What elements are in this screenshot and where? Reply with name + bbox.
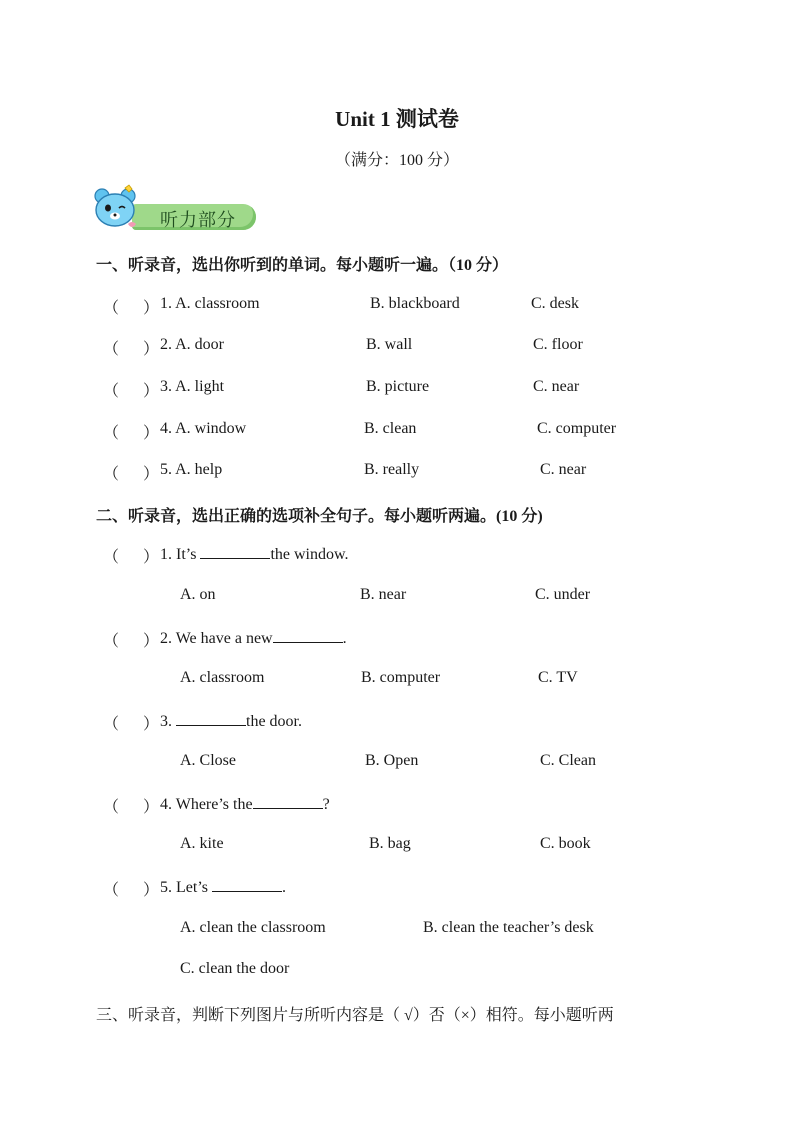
option-c: C. clean the door: [180, 960, 290, 977]
section1-item: [0, 420, 794, 444]
option-a: 4. A. window: [160, 420, 247, 437]
stem-post: .: [282, 879, 286, 896]
score-note: （满分：100 分）: [334, 152, 459, 169]
answer-paren-right: ）: [143, 549, 160, 566]
answer-paren-right: ）: [143, 716, 160, 733]
section2-question: [0, 628, 794, 652]
answer-paren-left: （: [103, 882, 120, 899]
option-b: B. Open: [365, 752, 419, 769]
option-c: C. computer: [537, 420, 617, 437]
stem-post: ?: [322, 796, 330, 813]
question-stem: [160, 711, 302, 731]
section2-options: [0, 586, 794, 610]
section2-question: [0, 711, 794, 735]
option-b: B. picture: [366, 378, 430, 395]
section2-options: [0, 752, 794, 776]
question-stem: [160, 628, 347, 648]
option-c: C. desk: [531, 295, 579, 312]
option-a: 5. A. help: [160, 461, 223, 478]
section2-options: [0, 960, 794, 984]
option-b: B. wall: [366, 336, 413, 353]
section2-question: [0, 544, 794, 568]
option-a: A. Close: [180, 752, 236, 769]
answer-paren-right: ）: [143, 633, 160, 650]
answer-paren-right: ）: [143, 425, 160, 442]
option-b: B. bag: [369, 835, 411, 852]
option-a: A. on: [180, 586, 216, 603]
answer-paren-right: ）: [143, 799, 160, 816]
option-a: A. classroom: [180, 669, 265, 686]
question-stem: [160, 794, 330, 814]
option-c: C. TV: [538, 669, 578, 686]
stem-post: .: [342, 630, 347, 647]
section2-options: [0, 919, 794, 943]
option-a: 3. A. light: [160, 378, 225, 395]
option-c: C. near: [540, 461, 587, 478]
section2-question: [0, 877, 794, 901]
section2-heading: 二、听录音，选出正确的选项补全句子。每小题听两遍。(10 分): [96, 508, 543, 525]
answer-paren-right: ）: [143, 383, 160, 400]
option-c: C. Clean: [540, 752, 596, 769]
question-stem: [160, 877, 286, 897]
answer-paren-left: （: [103, 383, 120, 400]
badge-label: 听力部分: [160, 210, 236, 231]
answer-paren-right: ）: [143, 466, 160, 483]
option-b: B. clean the teacher’s desk: [423, 919, 594, 936]
answer-paren-left: （: [103, 425, 120, 442]
answer-paren-left: （: [103, 549, 120, 566]
option-c: C. near: [533, 378, 580, 395]
section1-item: [0, 378, 794, 402]
section2-options: [0, 835, 794, 859]
answer-paren-left: （: [103, 341, 120, 358]
stem-pre: 1. It’s: [160, 546, 201, 563]
section1-item: [0, 295, 794, 319]
answer-paren-left: （: [103, 466, 120, 483]
question-stem: [160, 544, 349, 564]
listening-badge: [92, 184, 267, 234]
page-title: Unit 1 测试卷: [335, 107, 459, 131]
answer-blank: [273, 628, 343, 643]
answer-blank: [253, 794, 323, 809]
option-c: C. under: [535, 586, 591, 603]
option-a: 2. A. door: [160, 336, 224, 353]
section3-heading: 三、听录音，判断下列图片与所听内容是（ √）否（×）相符。每小题听两: [96, 1007, 614, 1024]
option-b: B. really: [364, 461, 420, 478]
option-b: B. computer: [361, 669, 441, 686]
answer-paren-right: ）: [143, 341, 160, 358]
option-a: 1. A. classroom: [160, 295, 260, 312]
option-c: C. book: [540, 835, 591, 852]
answer-paren-right: ）: [143, 882, 160, 899]
section2-options: [0, 669, 794, 693]
stem-pre: 5. Let’s: [160, 879, 212, 896]
answer-paren-left: （: [103, 633, 120, 650]
option-b: B. blackboard: [370, 295, 460, 312]
answer-blank: [200, 544, 270, 559]
stem-pre: 3.: [160, 713, 176, 730]
answer-paren-right: ）: [143, 300, 160, 317]
option-b: B. near: [360, 586, 407, 603]
stem-post: the window.: [270, 546, 349, 563]
option-a: A. clean the classroom: [180, 919, 326, 936]
option-a: A. kite: [180, 835, 224, 852]
stem-post: the door.: [246, 713, 302, 730]
answer-blank: [212, 877, 282, 892]
section1-heading: 一、听录音，选出你听到的单词。每小题听一遍。（10 分）: [96, 257, 509, 274]
answer-paren-left: （: [103, 716, 120, 733]
answer-blank: [176, 711, 246, 726]
stem-pre: 4. Where’s the: [160, 796, 253, 813]
section1-item: [0, 461, 794, 485]
option-b: B. clean: [364, 420, 417, 437]
bear-mascot-icon: [92, 184, 144, 234]
answer-paren-left: （: [103, 300, 120, 317]
stem-pre: 2. We have a new: [160, 630, 273, 647]
section2-question: [0, 794, 794, 818]
option-c: C. floor: [533, 336, 583, 353]
answer-paren-left: （: [103, 799, 120, 816]
section1-item: [0, 336, 794, 360]
